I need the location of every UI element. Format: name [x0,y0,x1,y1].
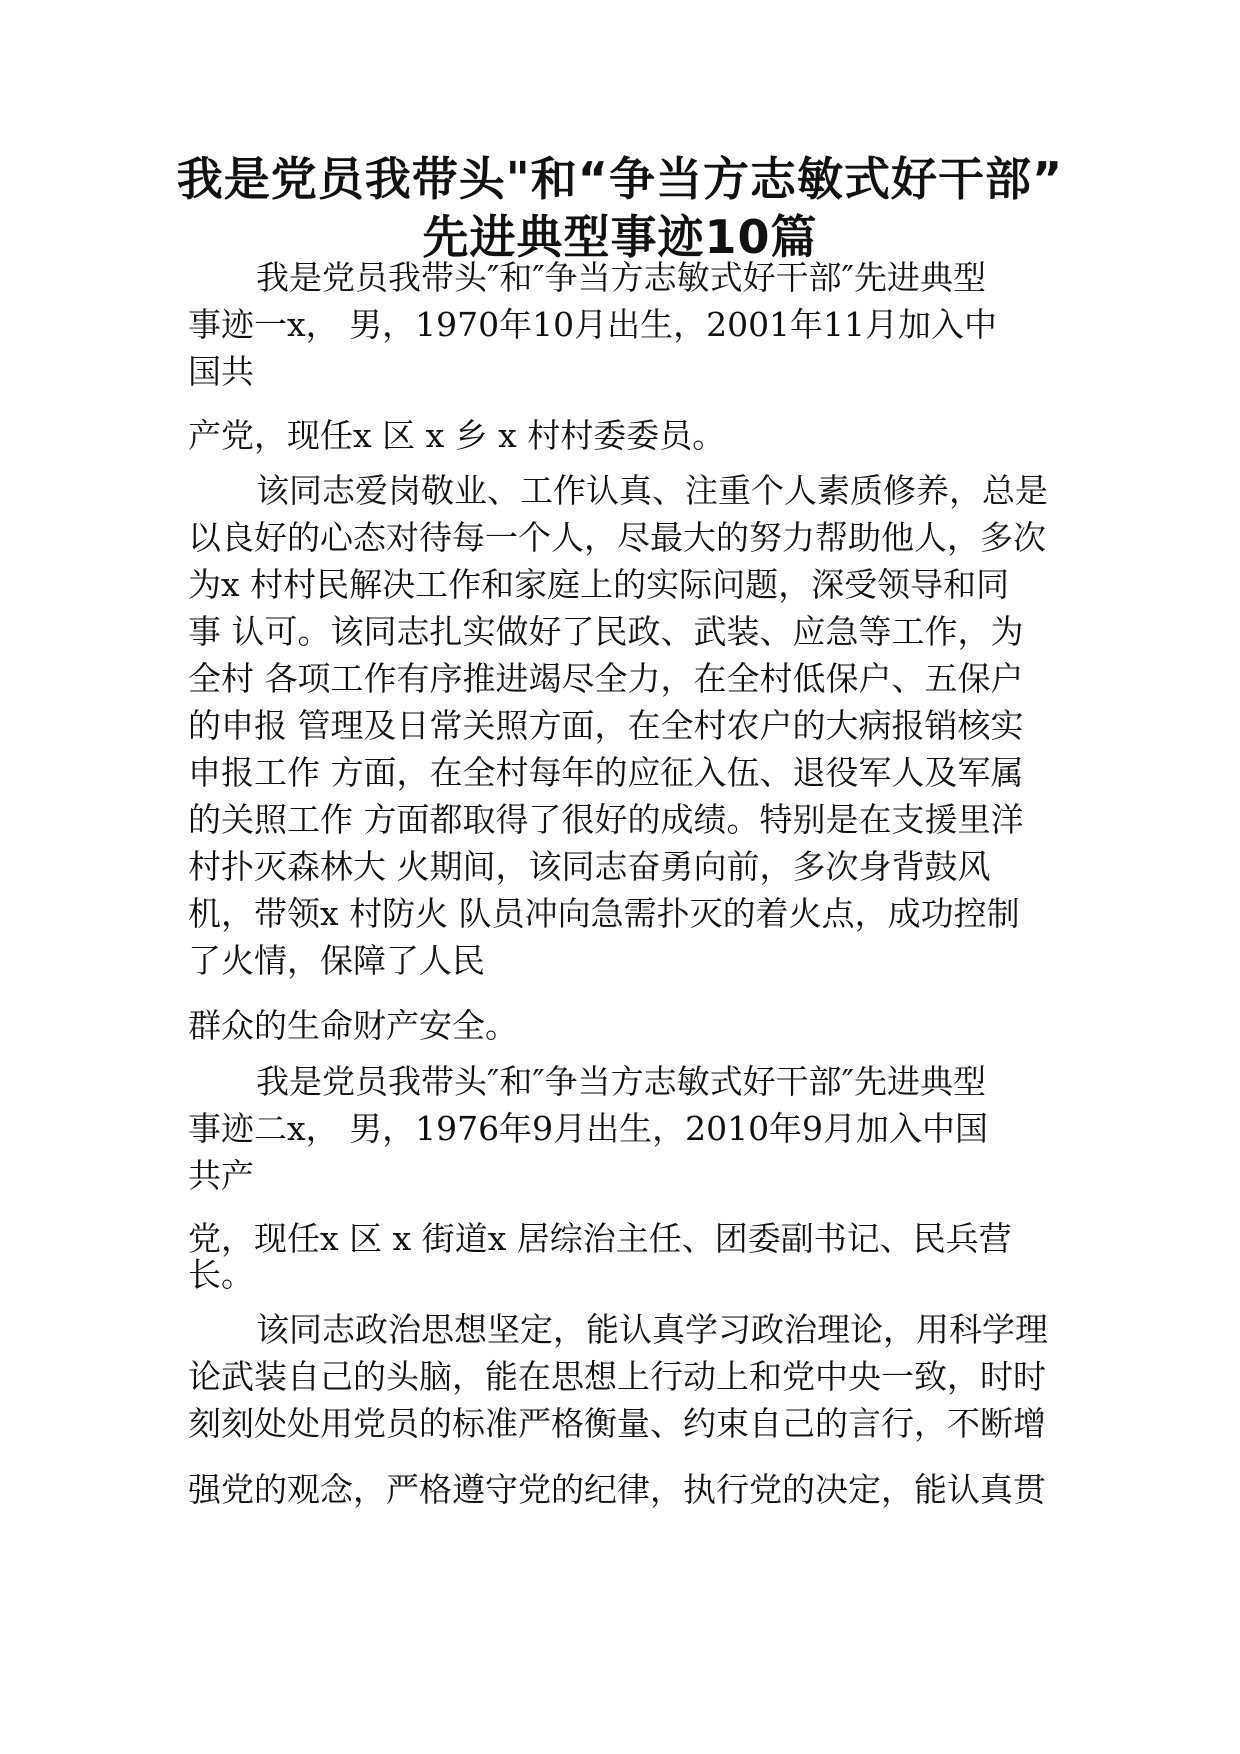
title-line-2: 先进典型事迹10篇 [422,210,818,264]
title-line-1: 我是党员我带头"和“争当方志敏式好干部” [176,152,1064,206]
text-line: 以良好的心态对待每一个人，尽最大的努力帮助他人，多次 [188,518,1046,557]
text-line: 的关照工作 方面都取得了很好的成绩。特别是在支援里洋 [188,800,1024,839]
text-line: 共产 [188,1156,254,1195]
text-line: 该同志爱岗敬业、工作认真、注重个人素质修养，总是 [256,471,1048,510]
text-line: 事 认可。该同志扎实做好了民政、武装、应急等工作，为 [188,612,1024,651]
text-line: 产党，现任x 区 x 乡 x 村村委委员。 [188,416,726,455]
text-line: 国共 [188,352,254,391]
text-line: 我是党员我带头″和″争当方志敏式好干部″先进典型 [256,258,986,297]
text-line: 强党的观念，严格遵守党的纪律，执行党的决定，能认真贯 [188,1470,1046,1509]
text-line: 的申报 管理及日常关照方面，在全村农户的大病报销核实 [188,706,1024,745]
text-line: 为x 村村民解决工作和家庭上的实际问题，深受领导和同 [188,565,1010,604]
text-line: 党，现任x 区 x 街道x 居综治主任、团委副书记、民兵营 [188,1219,1012,1258]
text-line: 论武装自己的头脑，能在思想上行动上和党中央一致，时时 [188,1357,1046,1396]
text-line: 事迹一x， 男，1970年10月出生，2001年11月加入中 [188,305,998,344]
text-line: 了火情，保障了人民 [188,941,485,980]
text-line: 村扑灭森林大 火期间，该同志奋勇向前，多次身背鼓风 [188,847,991,886]
document-title [150,150,1090,266]
text-line: 申报工作 方面，在全村每年的应征入伍、退役军人及军属 [188,753,1024,792]
text-line: 全村 各项工作有序推进竭尽全力，在全村低保户、五保户 [188,659,1024,698]
text-line: 机，带领x 村防火 队员冲向急需扑灭的着火点，成功控制 [188,894,1020,933]
text-line: 该同志政治思想坚定，能认真学习政治理论，用科学理 [256,1310,1048,1349]
text-line: 长。 [188,1255,254,1294]
text-line: 群众的生命财产安全。 [188,1006,518,1045]
text-line: 我是党员我带头″和″争当方志敏式好干部″先进典型 [256,1062,986,1101]
text-line: 刻刻处处用党员的标准严格衡量、约束自己的言行，不断增 [188,1404,1046,1443]
text-line: 事迹二x， 男，1976年9月出生，2010年9月加入中国 [188,1109,989,1148]
